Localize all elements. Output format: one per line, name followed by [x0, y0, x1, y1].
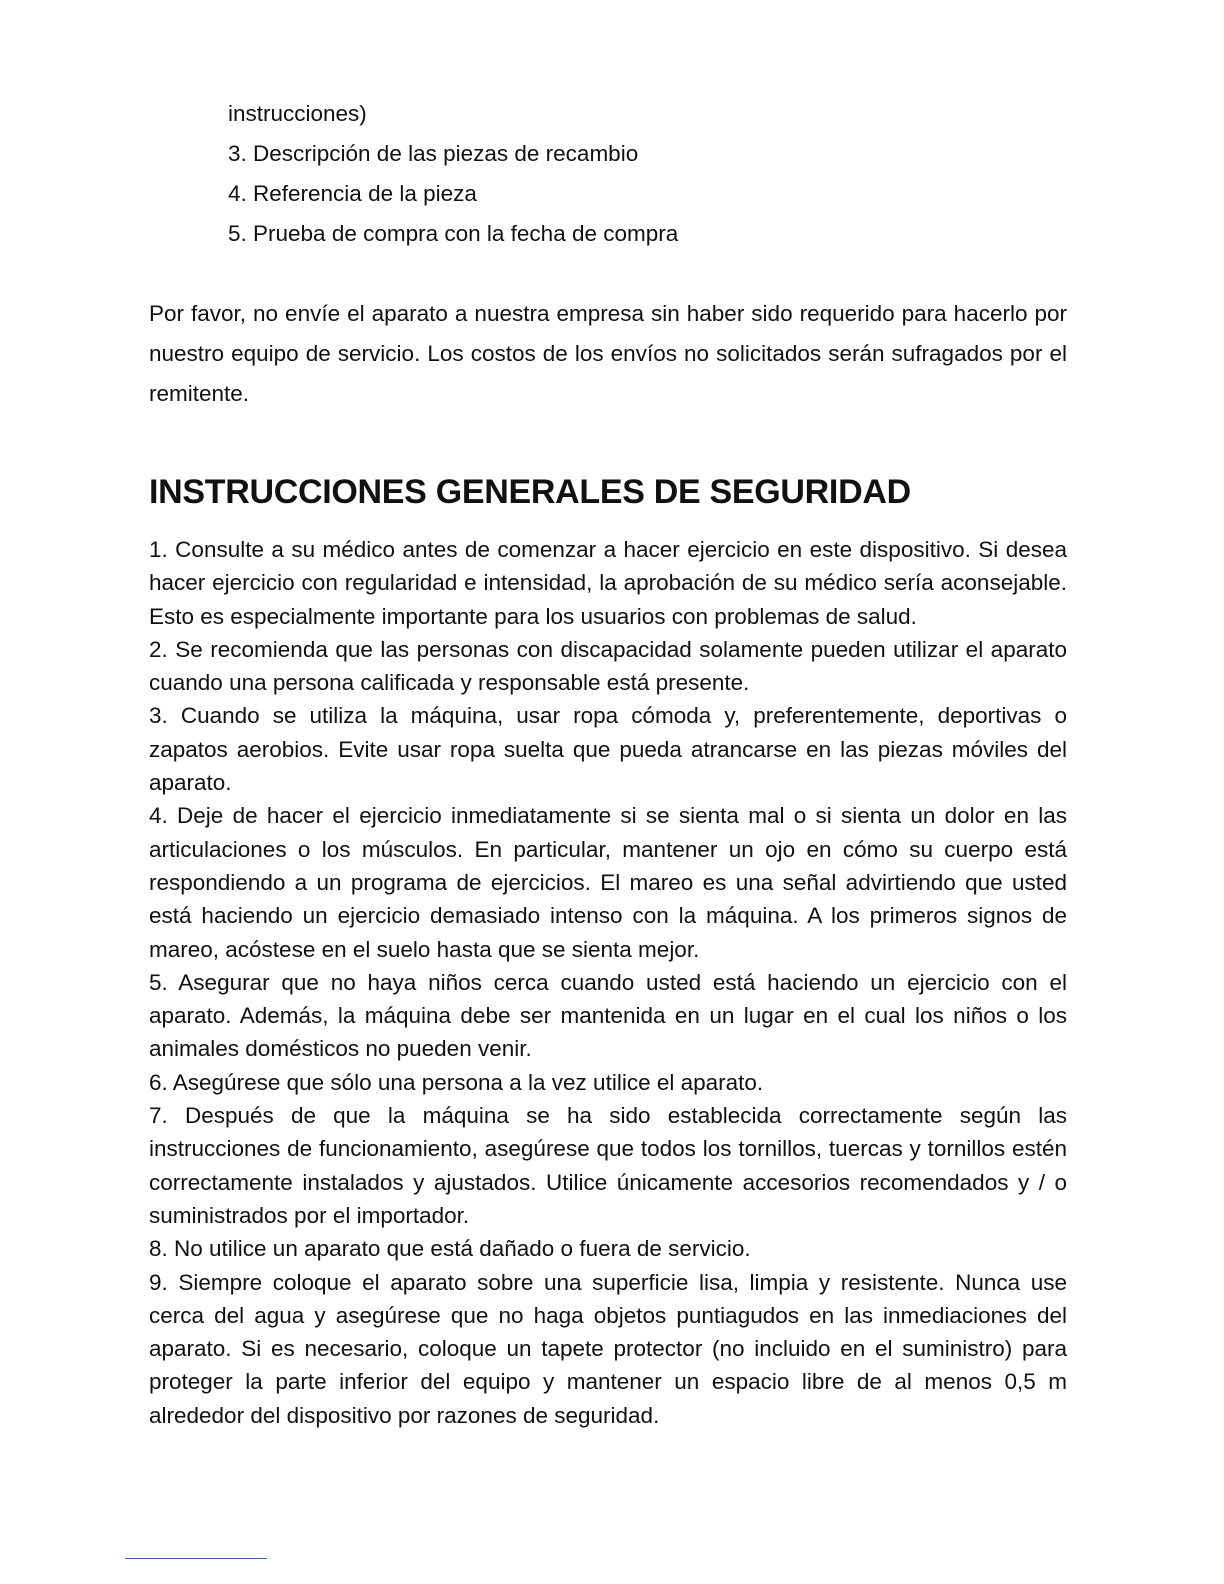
safety-item-1: 1. Consulte a su médico antes de comenzar a hacer ejercicio en este dispositivo. Si desea hacer ejercicio con regularidad e intensidad, la aprobación de su médico sería aconsejable. Esto es especialmente importante para los usuarios con problemas de salud.: [149, 537, 1067, 629]
list-item: 3. Descripción de las piezas de recambio: [228, 141, 639, 166]
safety-item-5: 5. Asegurar que no haya niños cerca cuando usted está haciendo un ejercicio con el aparato. Además, la máquina debe ser mantenida en un lugar en el cual los niños o los animales domésticos no pueden venir.: [149, 969, 1067, 1062]
shipping-notice-paragraph: Por favor, no envíe el aparato a nuestra empresa sin haber sido requerido para hacerlo por nuestro equipo de servicio. Los costos de los envíos no solicitados serán sufragados por el remitente.: [149, 301, 1067, 406]
list-item: instrucciones): [228, 101, 367, 126]
required-info-list-continuation: [228, 94, 1068, 254]
list-item: 4. Referencia de la pieza: [228, 181, 477, 206]
safety-item-4: 4. Deje de hacer el ejercicio inmediatamente si se sienta mal o si sienta un dolor en las articulaciones o los músculos. En particular, mantener un ojo en cómo su cuerpo está respondiendo a un programa de ejercicios. El mareo es una señal advirtiendo que usted está haciendo un ejercicio demasiado intenso con la máquina. A los primeros signos de mareo, acóstese en el suelo hasta que se sienta mejor.: [149, 803, 1067, 962]
safety-item-3: 3. Cuando se utiliza la máquina, usar ropa cómoda y, preferentemente, deportivas o zapatos aerobios. Evite usar ropa suelta que pueda atrancarse en las piezas móviles del aparato.: [149, 703, 1067, 796]
safety-item-6: 6. Asegúrese que sólo una persona a la vez utilice el aparato.: [149, 1069, 764, 1095]
safety-section-heading: INSTRUCCIONES GENERALES DE SEGURIDAD: [149, 473, 911, 511]
safety-item-2: 2. Se recomienda que las personas con discapacidad solamente pueden utilizar el aparato cuando una persona calificada y responsable está presente.: [149, 636, 1067, 696]
safety-item-9: 9. Siempre coloque el aparato sobre una superficie lisa, limpia y resistente. Nunca use cerca del agua y asegúrese que no haga objetos puntiagudos en las inmediaciones del aparato. Si es necesario, coloque un tapete protector (no incluido en el suministro) para proteger la parte inferior del equipo y mantener un espacio libre de al menos 0,5 m alrededor del dispositivo por razones de seguridad.: [149, 1269, 1067, 1428]
safety-item-8: 8. No utilice un aparato que está dañado o fuera de servicio.: [149, 1236, 751, 1262]
safety-instructions-list: [149, 533, 1067, 1432]
safety-item-7: 7. Después de que la máquina se ha sido establecida correctamente según las instrucciones de funcionamiento, asegúrese que todos los tornillos, tuercas y tornillos estén correctamente instalados y ajustados. Utilice únicamente accesorios recomendados y / o suministrados por el importador.: [149, 1103, 1067, 1228]
list-item: 5. Prueba de compra con la fecha de compra: [228, 221, 679, 246]
footnote-separator-line: [125, 1558, 267, 1559]
